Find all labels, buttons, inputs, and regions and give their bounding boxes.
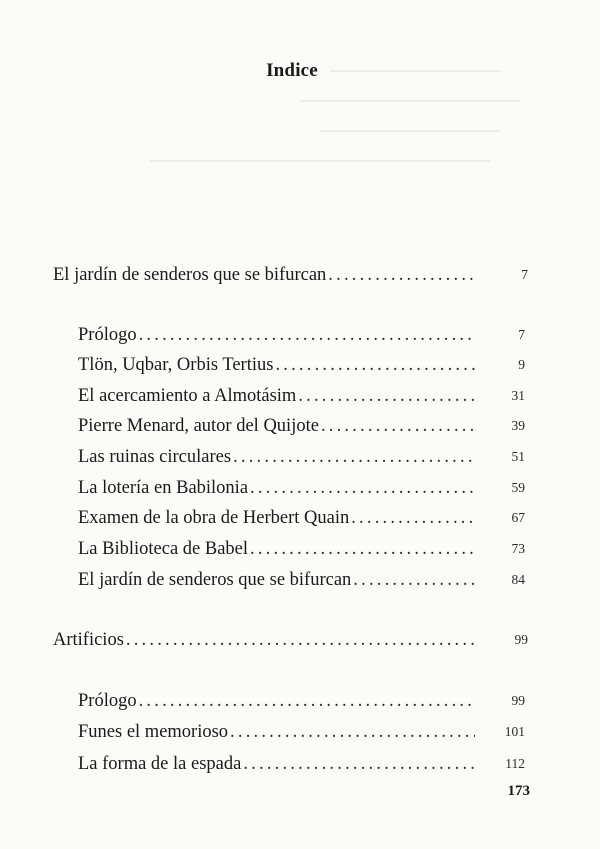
leader-dots	[351, 505, 475, 531]
toc-entry-title: El jardín de senderos que se bifurcan	[78, 570, 352, 590]
toc-entry	[78, 567, 525, 593]
page-number: 51	[511, 449, 525, 464]
toc-entry-title: La forma de la espada	[78, 754, 242, 774]
toc-entry	[78, 719, 525, 745]
leader-dots	[139, 322, 475, 348]
leader-dots	[139, 688, 475, 714]
toc-entry	[78, 536, 525, 562]
page-number: 31	[511, 388, 525, 403]
toc-entry	[78, 475, 525, 501]
toc-entry-title: Tlön, Uqbar, Orbis Tertius	[78, 355, 274, 375]
toc-entry-title: La lotería en Babilonia	[78, 478, 249, 498]
toc-entry-title: Funes el memorioso	[78, 722, 229, 742]
leader-dots	[275, 352, 475, 378]
page-number: 101	[504, 724, 525, 739]
show-through-mark	[300, 100, 520, 102]
page-number: 67	[511, 510, 525, 525]
page-number: 7	[521, 267, 528, 282]
leader-dots	[250, 536, 475, 562]
toc-entry	[78, 322, 525, 348]
toc-entry	[78, 444, 525, 470]
leader-dots	[243, 751, 475, 777]
toc-entry	[78, 688, 525, 714]
leader-dots	[250, 475, 475, 501]
toc-entry-title: Prólogo	[78, 325, 137, 345]
toc-entry	[78, 505, 525, 531]
page-number: 7	[518, 327, 525, 342]
toc-entry	[78, 751, 525, 777]
toc-entry-title: La Biblioteca de Babel	[78, 539, 249, 559]
toc-entry	[78, 413, 525, 439]
toc-section-heading	[53, 627, 528, 653]
leader-dots	[328, 262, 478, 288]
show-through-mark	[320, 130, 500, 132]
page-folio-number: 173	[507, 783, 530, 799]
page-number: 9	[518, 357, 525, 372]
toc-entry-title: Prólogo	[78, 691, 137, 711]
page-number: 84	[511, 572, 525, 587]
toc-section-heading	[53, 262, 528, 288]
toc-entry	[78, 383, 525, 409]
page-number: 112	[505, 756, 525, 771]
toc-entry-title: Las ruinas circulares	[78, 447, 232, 467]
leader-dots	[321, 413, 475, 439]
leader-dots	[233, 444, 475, 470]
leader-dots	[230, 719, 475, 745]
page-number: 99	[514, 632, 528, 647]
toc-entry-title: Pierre Menard, autor del Quijote	[78, 416, 319, 436]
leader-dots	[353, 567, 475, 593]
leader-dots	[298, 383, 475, 409]
page-number: 39	[511, 418, 525, 433]
page-number: 99	[511, 693, 525, 708]
page-number: 73	[511, 541, 525, 556]
toc-entry	[78, 352, 525, 378]
toc-section-title: Artificios	[53, 630, 124, 650]
toc-section-title: El jardín de senderos que se bifurcan	[53, 265, 327, 285]
toc-entry-title: El acercamiento a Almotásim	[78, 386, 297, 406]
page-number: 59	[511, 480, 525, 495]
toc-entry-title: Examen de la obra de Herbert Quain	[78, 508, 350, 528]
page-title: Indice	[266, 60, 318, 81]
leader-dots	[126, 627, 478, 653]
show-through-mark	[150, 160, 490, 162]
